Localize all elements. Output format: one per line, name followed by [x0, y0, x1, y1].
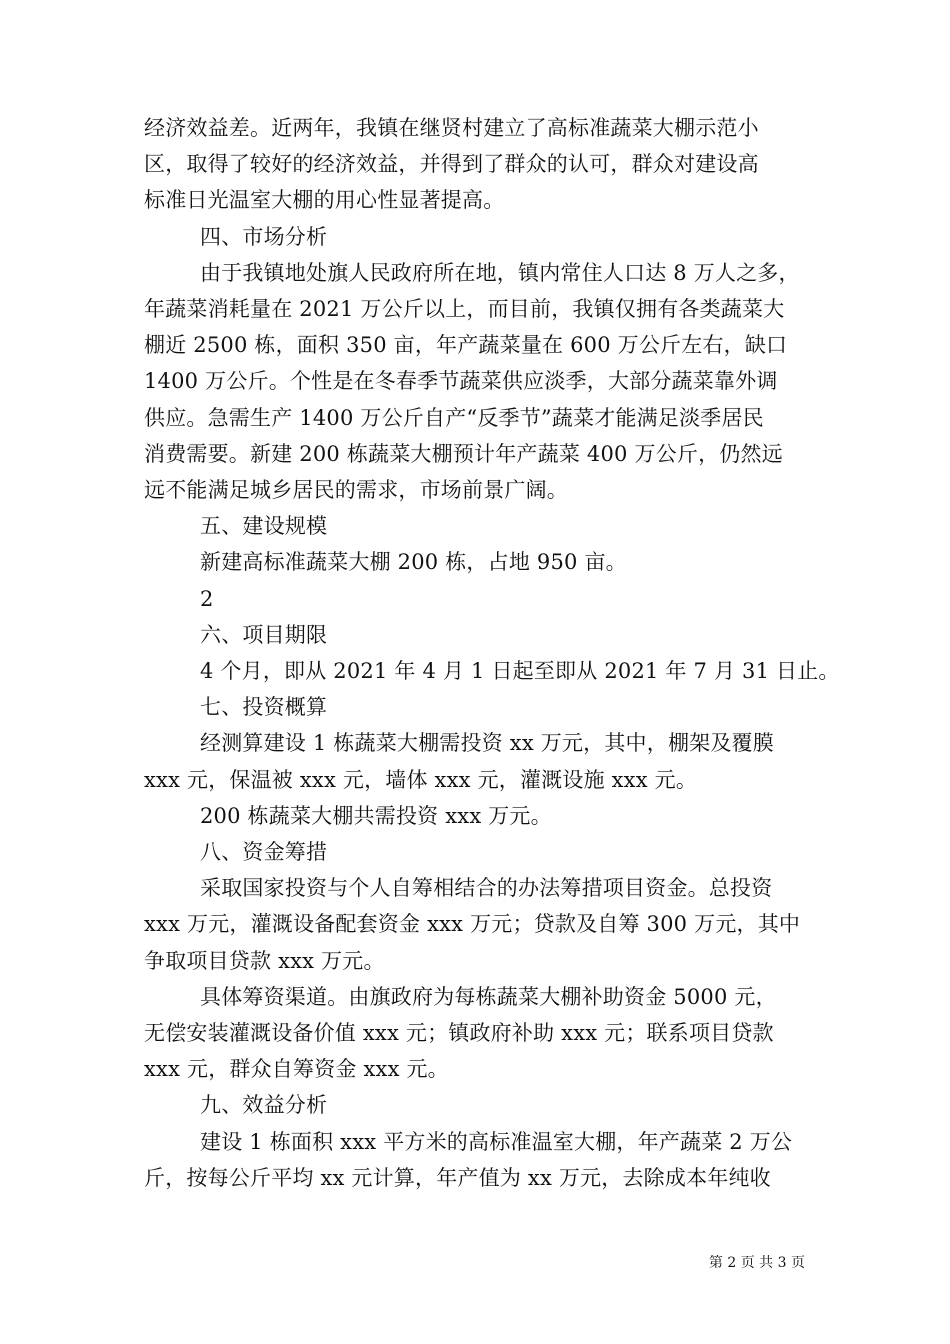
text-line: 具体筹资渠道。由旗政府为每栋蔬菜大棚补助资金 5000 元，	[200, 984, 777, 1009]
text-line: 无偿安装灌溉设备价值 xxx 元；镇政府补助 xxx 元；联系项目贷款	[144, 1021, 774, 1046]
text-line: 经济效益差。近两年，我镇在继贤村建立了高标准蔬菜大棚示范小	[144, 116, 759, 140]
text-line: 年蔬菜消耗量在 2021 万公斤以上，而目前，我镇仅拥有各类蔬菜大	[144, 297, 785, 322]
text-line: 六、项目期限	[200, 622, 328, 647]
text-line: 七、投资概算	[200, 695, 328, 720]
text-line: 采取国家投资与个人自筹相结合的办法筹措项目资金。总投资	[200, 876, 773, 901]
text-line: 由于我镇地处旗人民政府所在地，镇内常住人口达 8 万人之多，	[200, 260, 800, 285]
text-line: xxx 元，群众自筹资金 xxx 元。	[144, 1057, 449, 1082]
text-line: xxx 万元，灌溉设备配套资金 xxx 万元；贷款及自筹 300 万元，其中	[144, 912, 801, 937]
text-line: 四、市场分析	[200, 224, 328, 249]
text-line: 斤，按每公斤平均 xx 元计算，年产值为 xx 万元，去除成本年纯收	[144, 1165, 771, 1190]
text-line: 经测算建设 1 栋蔬菜大棚需投资 xx 万元，其中，棚架及覆膜	[200, 731, 774, 756]
document-body	[144, 110, 840, 1196]
text-line: 200 栋蔬菜大棚共需投资 xxx 万元。	[200, 803, 552, 828]
text-line: 4 个月，即从 2021 年 4 月 1 日起至即从 2021 年 7 月 31 日止。	[200, 659, 840, 684]
text-line: 新建高标准蔬菜大棚 200 栋，占地 950 亩。	[200, 550, 627, 575]
text-line: 棚近 2500 栋，面积 350 亩，年产蔬菜量在 600 万公斤左右，缺口	[144, 333, 788, 358]
text-line: 标准日光温室大棚的用心性显著提高。	[144, 188, 505, 213]
text-line: 远不能满足城乡居民的需求，市场前景广阔。	[144, 478, 568, 503]
text-line: 八、资金筹措	[200, 840, 328, 865]
text-line: 消费需要。新建 200 栋蔬菜大棚预计年产蔬菜 400 万公斤，仍然远	[144, 441, 783, 466]
text-line: 供应。急需生产 1400 万公斤自产“反季节”蔬菜才能满足淡季居民	[144, 405, 764, 430]
text-line: 九、效益分析	[200, 1093, 328, 1118]
text-line: 1400 万公斤。个性是在冬春季节蔬菜供应淡季，大部分蔬菜靠外调	[144, 369, 778, 394]
text-line: xxx 元，保温被 xxx 元，墙体 xxx 元，灌溉设施 xxx 元。	[144, 767, 698, 792]
text-line: 五、建设规模	[200, 514, 328, 539]
page-footer: 第 2 页 共 3 页	[708, 1255, 805, 1271]
text-line: 2	[200, 586, 214, 611]
text-line: 建设 1 栋面积 xxx 平方米的高标准温室大棚，年产蔬菜 2 万公	[200, 1129, 793, 1154]
text-line: 区，取得了较好的经济效益，并得到了群众的认可，群众对建设高	[144, 152, 759, 177]
text-line: 争取项目贷款 xxx 万元。	[144, 948, 385, 973]
